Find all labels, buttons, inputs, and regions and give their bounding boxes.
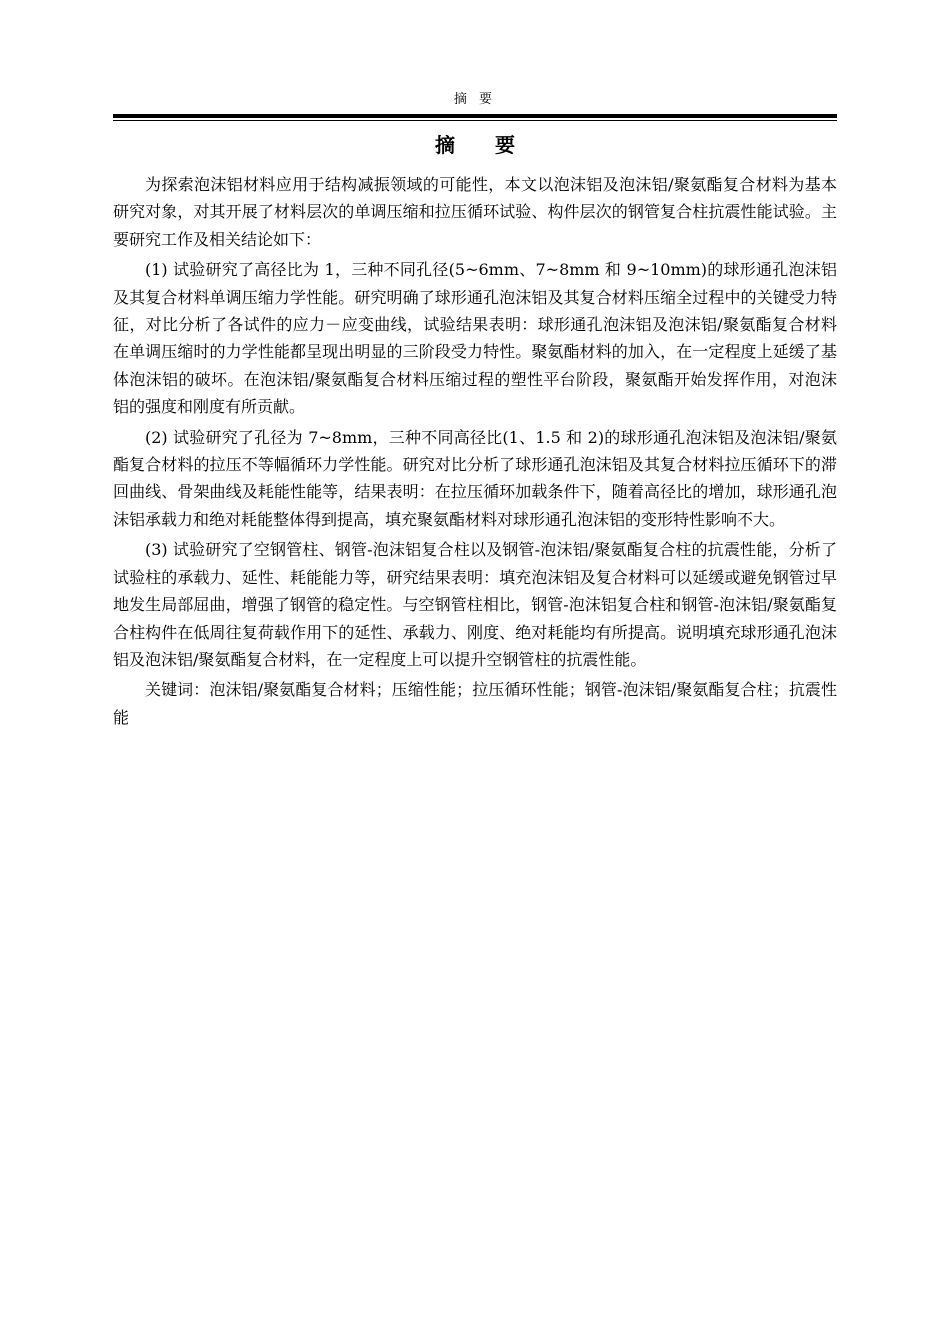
running-header: 摘 要 [453,92,497,107]
keywords-label: 关键词： [145,680,210,700]
keywords-text: 泡沫铝/聚氨酯复合材料；压缩性能；拉压循环性能；钢管-泡沫铝/聚氨酯复合柱；抗震性能 [113,680,837,727]
intro-paragraph: 为探索泡沫铝材料应用于结构减振领域的可能性，本文以泡沫铝及泡沫铝/聚氨酯复合材料为基本研究对象，对其开展了材料层次的单调压缩和拉压循环试验、构件层次的钢管复合柱抗震性能试验。主要研究工作及相关结论如下： [113,175,837,249]
finding-paragraph-3: (3) 试验研究了空钢管柱、钢管-泡沫铝复合柱以及钢管-泡沫铝/聚氨酯复合柱的抗震性能，分析了试验柱的承载力、延性、耗能能力等，研究结果表明：填充泡沫铝及复合材料可以延缓或避免钢管过早地发生局部屈曲，增强了钢管的稳定性。与空钢管柱相比，钢管-泡沫铝复合柱和钢管-泡沫铝/聚氨酯复合柱构件在低周往复荷载作用下的延性、承载力、刚度、绝对耗能均有所提高。说明填充球形通孔泡沫铝及泡沫铝/聚氨酯复合材料，在一定程度上可以提升空钢管柱的抗震性能。 [113,540,837,669]
abstract-body [113,171,837,734]
finding-paragraph-1: (1) 试验研究了高径比为 1，三种不同孔径(5~6mm、7~8mm 和 9~10mm)的球形通孔泡沫铝及其复合材料单调压缩力学性能。研究明确了球形通孔泡沫铝及其复合材料压缩全过程中的关键受力特征，对比分析了各试件的应力－应变曲线，试验结果表明：球形通孔泡沫铝及泡沫铝/聚氨酯复合材料在单调压缩时的力学性能都呈现出明显的三阶段受力特性。聚氨酯材料的加入，在一定程度上延缓了基体泡沫铝的破坏。在泡沫铝/聚氨酯复合材料压缩过程的塑性平台阶段，聚氨酯开始发挥作用，对泡沫铝的强度和刚度有所贡献。 [113,260,837,417]
finding-paragraph-2: (2) 试验研究了孔径为 7~8mm，三种不同高径比(1、1.5 和 2)的球形通孔泡沫铝及泡沫铝/聚氨酯复合材料的拉压不等幅循环力学性能。研究对比分析了球形通孔泡沫铝及其复合材料拉压循环下的滞回曲线、骨架曲线及耗能性能等，结果表明：在拉压循环加载条件下，随着高径比的增加，球形通孔泡沫铝承载力和绝对耗能整体得到提高，填充聚氨酯材料对球形通孔泡沫铝的变形特性影响不大。 [113,427,837,529]
header-rule-thick [113,114,837,118]
keywords-line [113,676,837,731]
abstract-title: 摘要 [435,133,555,157]
header-rule-thin [113,120,837,121]
